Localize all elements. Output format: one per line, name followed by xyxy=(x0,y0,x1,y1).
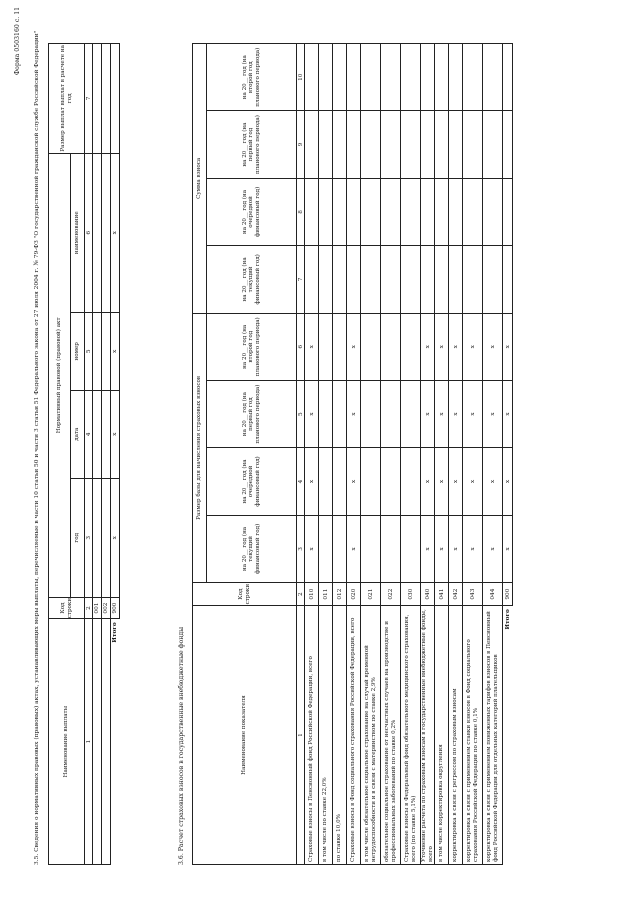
s36-row-code: 012 xyxy=(336,588,343,600)
s35-total-x1: x xyxy=(112,536,118,540)
table-row xyxy=(333,44,347,865)
s36-row-x-mark: x xyxy=(438,345,445,349)
s36-row-x-mark: x xyxy=(424,345,431,349)
table-row xyxy=(102,44,111,865)
s36-total-label: Итого xyxy=(504,609,511,630)
s36-row-name: по ставке 10,0% xyxy=(336,814,343,862)
section-36-title: 3.6. Расчет страховых взносов в государственные внебюджетные фонды xyxy=(178,626,185,865)
s36-row-x-mark: x xyxy=(452,479,459,484)
table-row xyxy=(319,44,333,865)
table-row xyxy=(483,44,503,865)
s36-num-2: 2 xyxy=(297,592,304,596)
s36-num-5: 5 xyxy=(297,412,304,416)
s36-num-9: 9 xyxy=(297,142,304,147)
s36-row-x-mark: x xyxy=(438,547,445,551)
s36-row-x-mark: x xyxy=(438,412,445,416)
s36-row-code: 030 xyxy=(407,588,414,600)
s35-col-act: Нормативный правовой (правовой) акт xyxy=(56,317,63,434)
table-row xyxy=(401,44,421,865)
s36-total-x1: x xyxy=(504,547,511,551)
s36-total-x2: x xyxy=(504,479,511,484)
s36-row-name: в том числе по ставке 22,0% xyxy=(322,777,329,862)
s35-num-3: 3 xyxy=(85,535,92,540)
s36-row-name: корректировка в связи с регрессом по страховым взносам xyxy=(452,688,459,862)
s35-col-amount: Размер выплат выплат в расчете на год xyxy=(60,45,73,152)
s35-col-title: наименование xyxy=(74,211,81,255)
s36-row-name: корректировка в связи с применением ставки взносов в Фонд социального страхования Российской Федерации по ставке 0,1% xyxy=(466,639,479,862)
s36-num-1: 1 xyxy=(297,733,304,737)
s36-row-code: 042 xyxy=(452,588,459,600)
s36-group-sum: Сумма взноса xyxy=(196,157,203,199)
form-code: Форма 0503160 с. 11 xyxy=(14,6,21,75)
s35-col-year: год xyxy=(74,532,81,543)
s36-row-x-mark: x xyxy=(424,479,431,484)
s36-row-x-mark: x xyxy=(489,412,496,416)
section-35-title: 3.5. Сведения о нормативных правовых (правовых) актах, устанавливающих меры выплаты, перечисляемые в части 10 статьи 50 и части 3 статьи 51 Федерального закона от 27 июля 2004 г. № 79-ФЗ "О государственной гражданской службе Российской Федерации" xyxy=(34,30,40,865)
s36-row-code: 040 xyxy=(424,588,431,600)
s36-row-x-mark: x xyxy=(452,547,459,551)
s36-period-header-2: на 20__ год (на очередной финансовый год) xyxy=(241,456,261,507)
s35-total-label: Итого xyxy=(112,622,119,643)
s36-row-x-mark: x xyxy=(469,479,476,484)
s36-total-x3: x xyxy=(504,412,511,416)
table-row xyxy=(347,44,361,865)
s36-period-header-6: на 20__ год (на очередной финансовый год) xyxy=(241,186,261,238)
s36-num-8: 8 xyxy=(297,210,304,214)
s36-row-code: 021 xyxy=(367,588,374,600)
table-row xyxy=(93,44,102,865)
s35-num-6: 6 xyxy=(85,230,92,235)
s36-total-x4: x xyxy=(504,345,511,349)
s36-col-code: Код строки xyxy=(238,583,251,605)
s35-col-name: Наименование выплаты xyxy=(63,705,70,778)
s36-period-header-3: на 20__ год (на первый год планового периода) xyxy=(241,384,261,444)
s36-period-header-1: на 20__ год (на текущий финансовый год) xyxy=(241,523,261,575)
s36-row-x-mark: x xyxy=(489,345,496,349)
s35-total-code: 900 xyxy=(112,602,118,614)
s35-num-5: 5 xyxy=(85,349,92,354)
table-row xyxy=(449,44,463,865)
s36-row-code: 020 xyxy=(350,588,357,600)
s36-row-x-mark: x xyxy=(424,412,431,416)
s36-total-code: 900 xyxy=(504,588,511,600)
s36-row-x-mark: x xyxy=(350,547,357,551)
s36-row-x-mark: x xyxy=(489,479,496,484)
s36-row-x-mark: x xyxy=(438,479,445,484)
s36-row-name: Страховые взносы в Фонд социального страхования Российской Федерации, всего xyxy=(350,617,357,862)
s35-col-code: Код строки xyxy=(60,597,73,619)
s36-row-name: Уточнение расчета по страховым взносам в государственные внебюджетные фонды, всего xyxy=(421,609,434,862)
table-row xyxy=(305,44,319,865)
s36-row-code: 022 xyxy=(387,588,394,600)
s36-row-x-mark: x xyxy=(308,345,315,349)
s36-row-code: 011 xyxy=(322,588,329,600)
section-36-table xyxy=(192,43,513,865)
s36-row-x-mark: x xyxy=(350,479,357,484)
s36-num-10: 10 xyxy=(297,73,304,81)
s36-row-x-mark: x xyxy=(469,412,476,416)
table-row-total xyxy=(503,44,513,865)
s35-total-x2: x xyxy=(112,432,118,436)
s36-row-name: в том числе корректировка округления xyxy=(438,744,445,862)
table-row xyxy=(381,44,401,865)
s36-period-header-4: на 20__ год (на второй год планового периода) xyxy=(241,317,261,377)
table-row xyxy=(421,44,435,865)
section-35-table xyxy=(48,43,120,865)
s36-col-name: Наименование показателя xyxy=(241,695,248,775)
s36-period-header-7: на 20__ год (на первый год планового периода) xyxy=(241,115,261,175)
s35-total-x4: x xyxy=(112,231,118,235)
s35-num-7: 7 xyxy=(85,96,92,101)
s36-row-code: 041 xyxy=(438,588,445,600)
s36-row-x-mark: x xyxy=(424,547,431,551)
s36-row-name: корректировка в связи с применением пониженных тарифов взносов в Пенсионный фонд Российской Федерации для отдельных категорий плательщиков xyxy=(486,611,499,862)
s35-total-x3: x xyxy=(112,349,118,353)
s35-row1-code: 001 xyxy=(94,602,100,614)
s35-num-4: 4 xyxy=(85,432,92,437)
s36-row-x-mark: x xyxy=(469,547,476,551)
table-row xyxy=(463,44,483,865)
s36-period-header-5: на 20__ год (на текущий финансовый год) xyxy=(241,254,261,305)
table-row xyxy=(361,44,381,865)
s36-row-x-mark: x xyxy=(489,547,496,551)
s36-group-base: Размер базы для начисления страховых взносов xyxy=(196,375,203,520)
table-row xyxy=(435,44,449,865)
s36-num-3: 3 xyxy=(297,547,304,551)
s36-row-x-mark: x xyxy=(308,547,315,551)
s36-period-header-8: на 20__ год (на второй год планового периода) xyxy=(241,47,261,107)
s36-row-name: Страховые взносы в Федеральный фонд обязательного медицинского страхования, всего (по ставке 5,1%) xyxy=(404,614,417,862)
s36-row-name: в том числе обязательное социальное страхование на случай временной нетрудоспособности и в связи с материнством по ставке 2,9% xyxy=(364,645,377,862)
s36-row-code: 043 xyxy=(469,588,476,600)
s36-row-code: 044 xyxy=(489,588,496,600)
s36-row-x-mark: x xyxy=(469,345,476,349)
s35-num-1: 1 xyxy=(85,739,92,744)
s35-num-2: 2 xyxy=(85,606,92,610)
s36-row-name: обязательное социальное страхование от несчастных случаев на производстве и профессиональных заболеваний по ставке 0,2% xyxy=(384,621,397,862)
table-row-total xyxy=(111,44,120,865)
s36-num-7: 7 xyxy=(297,277,304,282)
s35-row2-code: 002 xyxy=(103,602,109,614)
s36-row-x-mark: x xyxy=(308,412,315,416)
s36-num-6: 6 xyxy=(297,344,304,349)
s36-row-x-mark: x xyxy=(350,345,357,349)
s35-col-number: номер xyxy=(74,342,81,361)
s36-row-x-mark: x xyxy=(452,412,459,416)
s36-row-x-mark: x xyxy=(308,479,315,484)
s36-num-4: 4 xyxy=(297,479,304,484)
s36-row-name: Страховые взносы в Пенсионный фонд Российской Федерации, всего xyxy=(308,656,315,862)
s36-row-code: 010 xyxy=(308,588,315,600)
s36-row-x-mark: x xyxy=(350,412,357,416)
s35-col-date: дата xyxy=(74,427,81,441)
s36-row-x-mark: x xyxy=(452,345,459,349)
